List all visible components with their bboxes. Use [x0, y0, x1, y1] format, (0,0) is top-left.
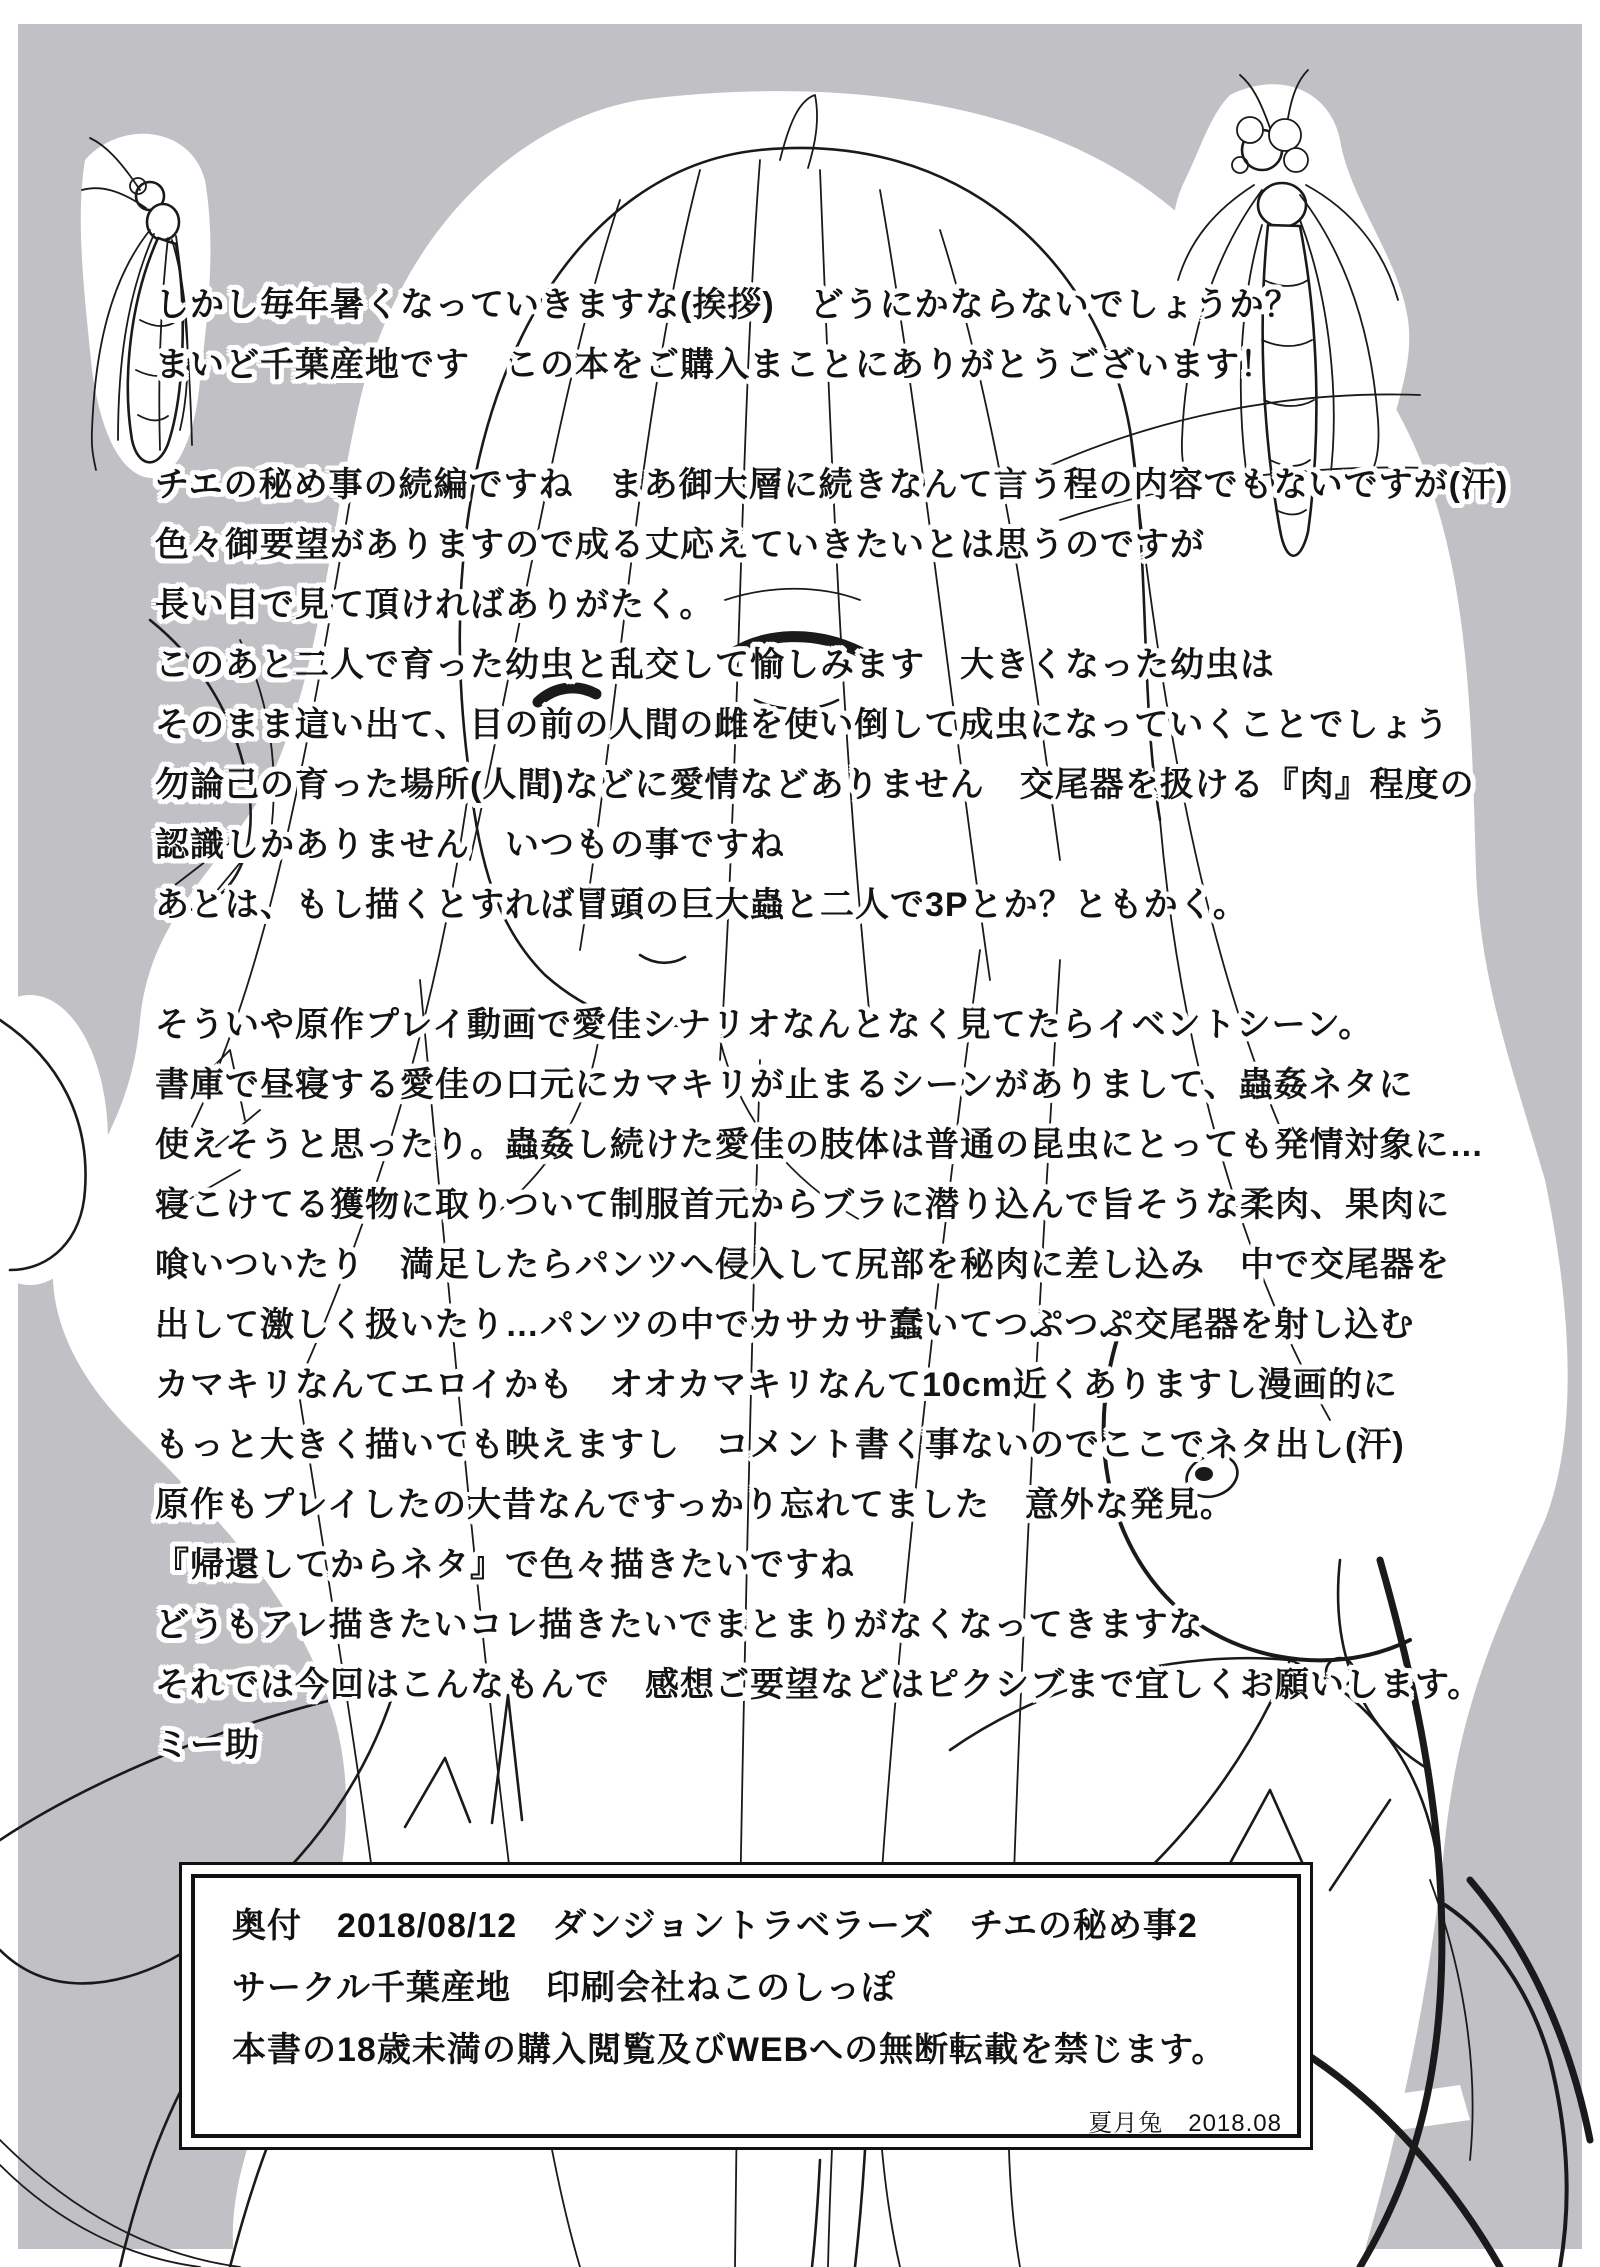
- afterword-line-5: 長い目で見て頂ければありがたく。: [155, 586, 715, 624]
- afterword-line-14: 寝こけてる獲物に取りついて制服首元からブラに潜り込んで旨そうな柔肉、果肉に: [155, 1186, 1450, 1224]
- afterword-line-20: 『帰還してからネタ』で色々描きたいですね: [155, 1546, 855, 1584]
- afterword-line-7: そのまま這い出て、目の前の人間の雌を使い倒して成虫になっていくことでしょう: [155, 706, 1450, 744]
- afterword-line-2: まいど千葉産地です この本をご購入まことにありがとうございます！: [155, 346, 1275, 384]
- afterword-line-15: 喰いついたり 満足したらパンツへ侵入して尻部を秘肉に差し込み 中で交尾器を: [155, 1246, 1450, 1284]
- afterword-line-18: もっと大きく描いても映えますし コメント書く事ないのでここでネタ出し(汗): [155, 1426, 1405, 1464]
- afterword-line-12: 書庫で昼寝する愛佳の口元にカマキリが止まるシーンがありまして、蟲姦ネタに: [155, 1066, 1414, 1104]
- afterword-line-17: カマキリなんてエロイかも オオカマキリなんて10cm近くありますし漫画的に: [155, 1366, 1398, 1404]
- colophon-line-1: 奥付 2018/08/12 ダンジョントラベラーズ チエの秘め事2: [232, 1907, 1198, 1945]
- afterword-line-10: あとは、もし描くとすれば冒頭の巨大蟲と二人で3Pとか？ともかく。: [155, 886, 1248, 924]
- afterword-line-3: チエの秘め事の続編ですね まあ御大層に続きなんて言う程の内容でもないですが(汗): [155, 466, 1509, 504]
- afterword-line-11: そういや原作プレイ動画で愛佳シナリオなんとなく見てたらイベントシーン。: [155, 1006, 1374, 1044]
- afterword-line-4: 色々御要望がありますので成る丈応えていきたいとは思うのですが: [155, 526, 1205, 564]
- afterword-line-13: 使えそうと思ったり。蟲姦し続けた愛佳の肢体は普通の昆虫にとっても発情対象に…: [155, 1126, 1485, 1164]
- afterword-line-1: しかし毎年暑くなっていきますな(挨拶) どうにかならないでしょうか？: [155, 286, 1300, 324]
- colophon-credit: 夏月兔 2018.08: [1088, 2110, 1282, 2137]
- colophon-box: [179, 1862, 1313, 2150]
- afterword-line-9: 認識しかありません いつもの事ですね: [155, 826, 785, 864]
- afterword-line-8: 勿論己の育った場所(人間)などに愛情などありません 交尾器を扱ける『肉』程度の: [155, 766, 1475, 804]
- colophon-line-3: 本書の18歳未満の購入閲覧及びWEBへの無断転載を禁じます。: [232, 2031, 1227, 2069]
- afterword-line-21: どうもアレ描きたいコレ描きたいでまとまりがなくなってきますな: [155, 1606, 1204, 1644]
- afterword-line-22: それでは今回はこんなもんで 感想ご要望などはピクシブまで宜しくお願いします。: [155, 1666, 1483, 1704]
- colophon-line-2: サークル千葉産地 印刷会社ねこのしっぽ: [232, 1969, 896, 2007]
- afterword-line-6: このあと二人で育った幼虫と乱交して愉しみます 大きくなった幼虫は: [155, 646, 1275, 684]
- afterword-signature: ミー助: [155, 1726, 260, 1764]
- afterword-line-19: 原作もプレイしたの大昔なんですっかり忘れてました 意外な発見。: [155, 1486, 1235, 1524]
- afterword-line-16: 出して激しく扱いたり…パンツの中でカサカサ蠢いてつぷつぷ交尾器を射し込む: [155, 1306, 1415, 1344]
